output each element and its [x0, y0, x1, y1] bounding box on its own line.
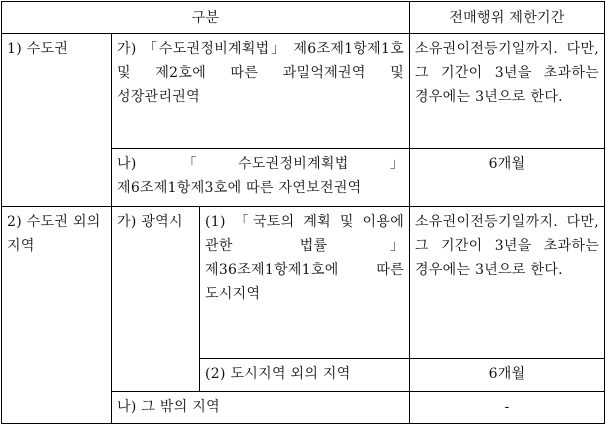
region-non-capital: 2) 수도권 외의 지역	[2, 207, 112, 424]
item-nature-conservation-zone: 나) 「수도권정비계획법」 제6조제1항제3호에 따른 자연보전권역	[112, 148, 410, 207]
table-row	[2, 207, 605, 359]
period-capital-b: 6개월	[410, 148, 605, 207]
header-category: 구분	[2, 2, 410, 34]
table-header-row	[2, 2, 605, 34]
item-non-urban-area: (2) 도시지역 외의 지역	[200, 359, 410, 391]
item-other-regions: 나) 그 밖의 지역	[112, 391, 410, 423]
header-restriction-period: 전매행위 제한기간	[410, 2, 605, 34]
region-capital: 1) 수도권	[2, 34, 112, 207]
item-urban-area: (1) 「국토의 계획 및 이용에 관한 법률」 제36조제1항제1호에 따른 도시지역	[200, 207, 410, 359]
period-non-urban-area: 6개월	[410, 359, 605, 391]
period-capital-a: 소유권이전등기일까지. 다만, 그 기간이 3년을 초과하는 경우에는 3년으로 한다.	[410, 34, 605, 148]
period-other-regions: -	[410, 391, 605, 423]
table-row	[2, 34, 605, 148]
metro-city-label: 가) 광역시	[112, 207, 200, 391]
resale-restriction-table	[1, 1, 605, 424]
period-urban-area: 소유권이전등기일까지. 다만, 그 기간이 3년을 초과하는 경우에는 3년으로 한다.	[410, 207, 605, 359]
item-overcrowding-growth-zone: 가) 「수도권정비계획법」 제6조제1항제1호 및 제2호에 따른 과밀억제권역 및 성장관리권역	[112, 34, 410, 148]
